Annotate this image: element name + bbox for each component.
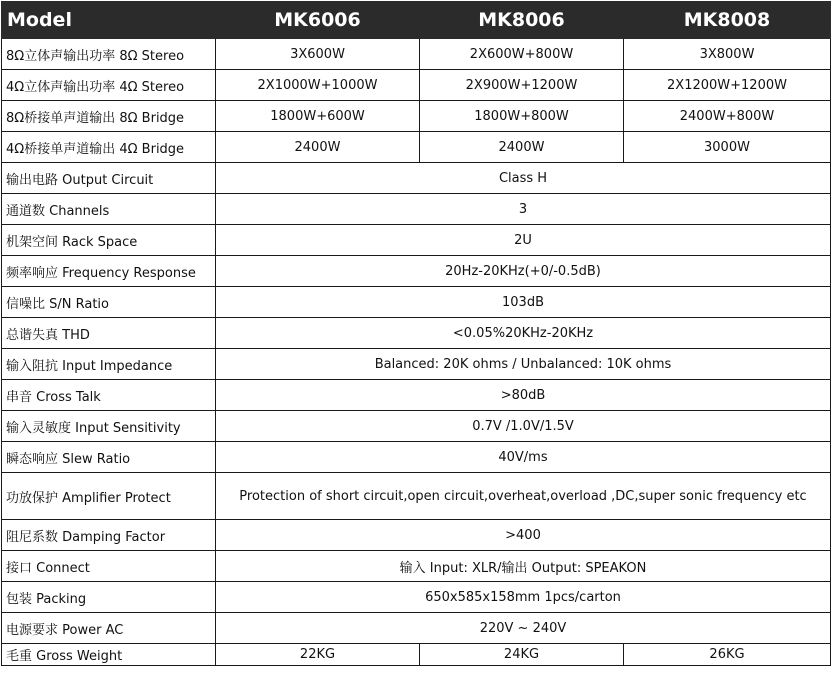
header-model: Model bbox=[2, 2, 216, 39]
cell-mk8008: 2400W+800W bbox=[624, 101, 831, 132]
row-label: 4Ω桥接单声道输出 4Ω Bridge bbox=[2, 132, 216, 163]
row-8ohm-bridge bbox=[2, 101, 831, 132]
row-output-circuit bbox=[2, 163, 831, 194]
row-label: 通道数 Channels bbox=[2, 194, 216, 225]
cell-mk8006: 2X600W+800W bbox=[420, 39, 624, 70]
row-channels bbox=[2, 194, 831, 225]
row-8ohm-stereo bbox=[2, 39, 831, 70]
row-slew-ratio bbox=[2, 442, 831, 473]
row-damping-factor bbox=[2, 520, 831, 551]
cell-mk6006: 3X600W bbox=[216, 39, 420, 70]
cell-shared: Protection of short circuit,open circuit,overheat,overload ,DC,super sonic frequency etc bbox=[216, 473, 831, 520]
row-label: 频率响应 Frequency Response bbox=[2, 256, 216, 287]
row-label: 串音 Cross Talk bbox=[2, 380, 216, 411]
cell-shared: >400 bbox=[216, 520, 831, 551]
cell-mk6006: 22KG bbox=[216, 644, 420, 666]
header-mk8006: MK8006 bbox=[420, 2, 624, 39]
cell-shared: Balanced: 20K ohms / Unbalanced: 10K ohms bbox=[216, 349, 831, 380]
row-label: 功放保护 Amplifier Protect bbox=[2, 473, 216, 520]
cell-shared: 220V ~ 240V bbox=[216, 613, 831, 644]
spec-table bbox=[1, 1, 831, 666]
header-row bbox=[2, 2, 831, 39]
row-label: 包装 Packing bbox=[2, 582, 216, 613]
row-4ohm-bridge bbox=[2, 132, 831, 163]
row-packing bbox=[2, 582, 831, 613]
cell-mk6006: 2400W bbox=[216, 132, 420, 163]
cell-shared: 650x585x158mm 1pcs/carton bbox=[216, 582, 831, 613]
header-mk6006: MK6006 bbox=[216, 2, 420, 39]
header-mk8008: MK8008 bbox=[624, 2, 831, 39]
cell-shared: 103dB bbox=[216, 287, 831, 318]
cell-mk8008: 26KG bbox=[624, 644, 831, 666]
row-label: 机架空间 Rack Space bbox=[2, 225, 216, 256]
cell-mk6006: 2X1000W+1000W bbox=[216, 70, 420, 101]
row-label: 8Ω立体声输出功率 8Ω Stereo bbox=[2, 39, 216, 70]
row-4ohm-stereo bbox=[2, 70, 831, 101]
cell-shared: 3 bbox=[216, 194, 831, 225]
cell-mk8006: 1800W+800W bbox=[420, 101, 624, 132]
cell-mk8006: 24KG bbox=[420, 644, 624, 666]
cell-shared: 40V/ms bbox=[216, 442, 831, 473]
row-rack-space bbox=[2, 225, 831, 256]
row-label: 瞬态响应 Slew Ratio bbox=[2, 442, 216, 473]
row-frequency-response bbox=[2, 256, 831, 287]
cell-mk8008: 3000W bbox=[624, 132, 831, 163]
cell-mk8006: 2400W bbox=[420, 132, 624, 163]
row-label: 信噪比 S/N Ratio bbox=[2, 287, 216, 318]
cell-shared: 20Hz-20KHz(+0/-0.5dB) bbox=[216, 256, 831, 287]
cell-mk8006: 2X900W+1200W bbox=[420, 70, 624, 101]
row-amplifier-protect bbox=[2, 473, 831, 520]
cell-shared: 2U bbox=[216, 225, 831, 256]
row-input-impedance bbox=[2, 349, 831, 380]
row-label: 输出电路 Output Circuit bbox=[2, 163, 216, 194]
cell-shared: Class H bbox=[216, 163, 831, 194]
row-label: 8Ω桥接单声道输出 8Ω Bridge bbox=[2, 101, 216, 132]
row-label: 总谐失真 THD bbox=[2, 318, 216, 349]
row-sn-ratio bbox=[2, 287, 831, 318]
row-label: 4Ω立体声输出功率 4Ω Stereo bbox=[2, 70, 216, 101]
row-input-sensitivity bbox=[2, 411, 831, 442]
row-thd bbox=[2, 318, 831, 349]
row-power-ac bbox=[2, 613, 831, 644]
cell-shared: <0.05%20KHz-20KHz bbox=[216, 318, 831, 349]
row-label: 电源要求 Power AC bbox=[2, 613, 216, 644]
row-label: 输入灵敏度 Input Sensitivity bbox=[2, 411, 216, 442]
row-cross-talk bbox=[2, 380, 831, 411]
row-label: 接口 Connect bbox=[2, 551, 216, 582]
cell-shared: >80dB bbox=[216, 380, 831, 411]
row-connect bbox=[2, 551, 831, 582]
cell-shared: 输入 Input: XLR/输出 Output: SPEAKON bbox=[216, 551, 831, 582]
cell-mk6006: 1800W+600W bbox=[216, 101, 420, 132]
cell-mk8008: 3X800W bbox=[624, 39, 831, 70]
cell-mk8008: 2X1200W+1200W bbox=[624, 70, 831, 101]
row-label: 阻尼系数 Damping Factor bbox=[2, 520, 216, 551]
row-label: 毛重 Gross Weight bbox=[2, 644, 216, 666]
row-label: 输入阻抗 Input Impedance bbox=[2, 349, 216, 380]
cell-shared: 0.7V /1.0V/1.5V bbox=[216, 411, 831, 442]
row-gross-weight bbox=[2, 644, 831, 666]
